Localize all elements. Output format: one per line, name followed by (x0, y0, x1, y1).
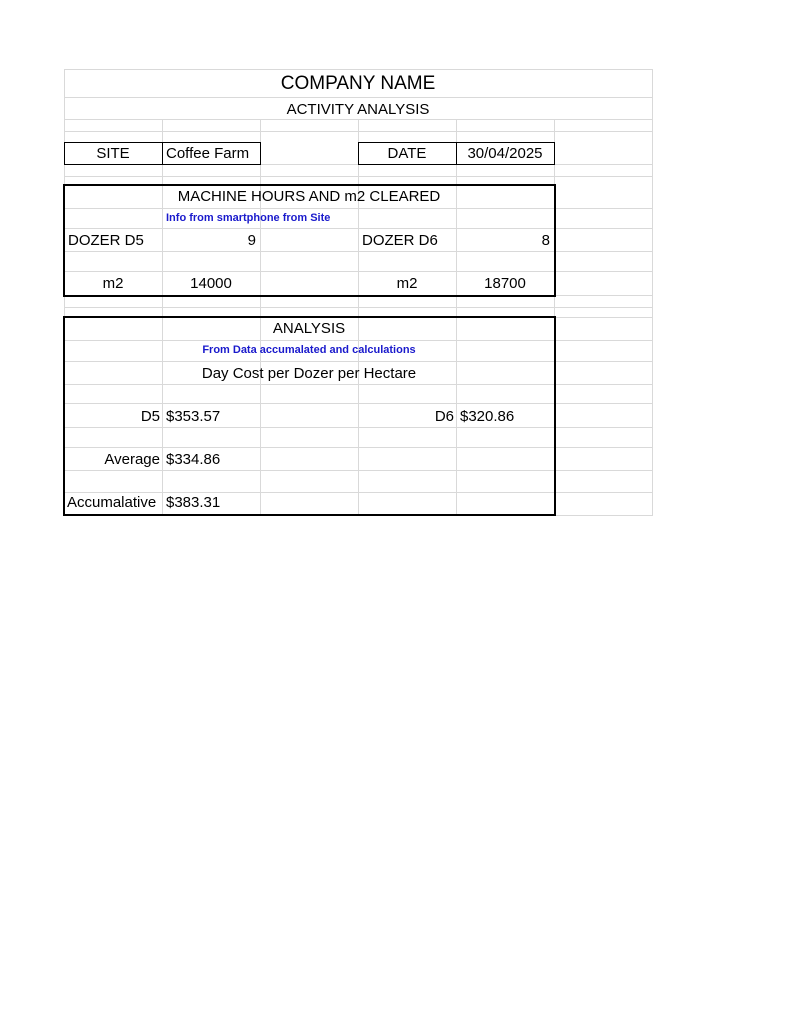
dozer-d6-label: DOZER D6 (362, 232, 438, 249)
dozer-d5-hours[interactable]: 9 (247, 232, 256, 249)
date-value[interactable]: 30/04/2025 (467, 145, 543, 162)
dozer-d5-label: DOZER D5 (68, 232, 144, 249)
report-title: ACTIVITY ANALYSIS (286, 101, 430, 118)
machine-source-note: Info from smartphone from Site (166, 212, 331, 224)
gridline (64, 97, 653, 98)
average-label: Average (104, 451, 160, 468)
gridline (64, 307, 653, 308)
machine-section-title: MACHINE HOURS AND m2 CLEARED (177, 188, 441, 205)
analysis-title: ANALYSIS (272, 320, 346, 337)
gridline (64, 119, 653, 120)
d5-m2-value[interactable]: 14000 (190, 275, 232, 292)
gridline (652, 69, 653, 516)
dozer-d6-hours[interactable]: 8 (541, 232, 550, 249)
accumulative-label: Accumalative (67, 495, 157, 510)
gridline (64, 131, 653, 132)
gridline (64, 69, 653, 70)
d5-cost-value[interactable]: $353.57 (166, 408, 221, 425)
gridline (64, 176, 653, 177)
accumulative-value[interactable]: $383.31 (166, 494, 221, 511)
d6-cost-value[interactable]: $320.86 (460, 408, 515, 425)
d6-cost-label: D6 (434, 408, 454, 425)
analysis-subtitle: Day Cost per Dozer per Hectare (201, 365, 417, 382)
d6-m2-value[interactable]: 18700 (484, 275, 526, 292)
average-value[interactable]: $334.86 (166, 451, 221, 468)
site-box-divider (162, 143, 163, 164)
analysis-source-note: From Data accumalated and calculations (202, 344, 416, 356)
company-name: COMPANY NAME (280, 73, 436, 94)
date-label: DATE (387, 145, 427, 162)
d5-cost-label: D5 (140, 408, 160, 425)
d5-m2-label: m2 (102, 275, 124, 292)
d6-m2-label: m2 (396, 275, 418, 292)
site-value[interactable]: Coffee Farm (166, 145, 250, 162)
site-label: SITE (96, 145, 130, 162)
